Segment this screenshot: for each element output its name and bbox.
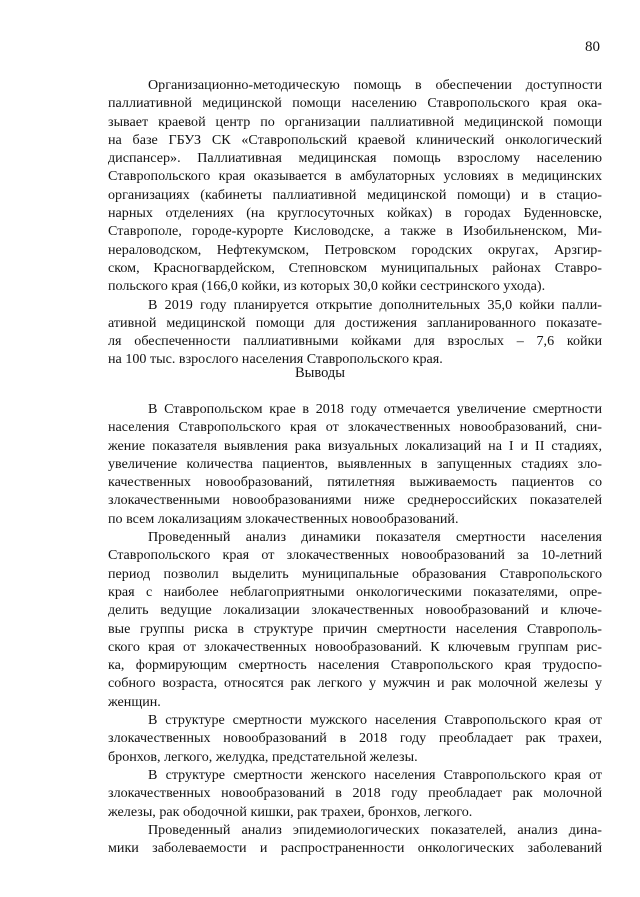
text-line: края с наиболее неблагоприятными онкологическими показателями, опре- — [108, 583, 602, 600]
text-line: населения Ставропольского края от злокачественных новообразований, сни- — [108, 419, 602, 436]
text-line: паллиативной медицинской помощи населению Ставропольского края ока- — [108, 95, 602, 112]
text-line: Проведенный анализ эпидемиологических показателей, анализ дина- — [148, 821, 602, 838]
text-line: Ставропольского края оказывается в амбулаторных условиях в медицинских — [108, 168, 602, 185]
text-line: нарных отделениях (на круглосуточных койках) в городах Буденновске, — [108, 205, 602, 222]
text-line: ка, формирующим смертность населения Ставропольского края трудоспо- — [108, 657, 602, 674]
text-line: жение показателя выявления рака визуальных локализаций на I и II стадиях, — [108, 437, 602, 454]
text-line: период позволил выделить муниципальные образования Ставропольского — [108, 565, 602, 582]
text-line: ативной медицинской помощи для достижения запланированного показате- — [108, 314, 602, 331]
text-line: железы, рак ободочной кишки, рак трахеи, бронхов, легкого. — [108, 803, 473, 820]
text-line: по всем локализациям злокачественных новообразований. — [108, 510, 459, 527]
text-line: В Ставропольском крае в 2018 году отмечается увеличение смертности — [148, 401, 602, 417]
text-line: на базе ГБУЗ СК «Ставропольский краевой клинический онкологический — [108, 131, 602, 148]
text-line: мики заболеваемости и распространенности онкологических заболеваний — [108, 840, 602, 857]
text-line: женщин. — [108, 693, 161, 710]
text-line: собного возраста, относятся рак легкого у мужчин и рак молочной железы у — [108, 675, 602, 692]
paragraph — [108, 400, 602, 528]
page-number: 80 — [585, 39, 600, 55]
text-line: ля обеспеченности паллиативными койками для взрослых – 7,6 койки — [108, 333, 602, 350]
text-line: вые группы риска в структуре причин смертности населения Ставрополь- — [108, 620, 602, 637]
text-line: нераловодском, Нефтекумском, Петровском городских округах, Арзгир- — [108, 241, 602, 258]
text-block-bottom — [108, 400, 602, 857]
text-line: делить ведущие локализации злокачественных новообразований и ключе- — [108, 602, 602, 619]
paragraph — [108, 528, 602, 711]
paragraph — [108, 766, 602, 821]
text-line: на 100 тыс. взрослого населения Ставропольского края. — [108, 351, 443, 368]
paragraph — [108, 711, 602, 766]
text-line: ском, Красногвардейском, Степновском муниципальных районах Ставро- — [108, 259, 602, 276]
text-line: качественных новообразований, пятилетняя выживаемость пациентов со — [108, 474, 602, 491]
text-line: Организационно-методическую помощь в обеспечении доступности — [148, 77, 602, 93]
text-line: ского края от злокачественных новообразований. К ключевым группам рис- — [108, 638, 602, 655]
text-line: В структуре смертности женского населения Ставропольского края от — [148, 766, 602, 783]
paragraph — [108, 821, 602, 858]
text-line: В структуре смертности мужского населения Ставропольского края от — [148, 712, 602, 729]
text-line: Проведенный анализ динамики показателя смертности населения — [148, 529, 602, 546]
text-line: злокачественных новообразований в 2018 году преобладает рак молочной — [108, 785, 602, 802]
paragraph — [108, 76, 602, 296]
text-line: бронхов, легкого, желудка, предстательной железы. — [108, 748, 418, 765]
text-line: польского края (166,0 койки, из которых 30,0 койки сестринского ухода). — [108, 278, 546, 295]
text-line: диспансер». Паллиативная медицинская помощь взрослому населению — [108, 150, 602, 167]
section-heading: Выводы — [294, 365, 346, 381]
text-line: В 2019 году планируется открытие дополнительных 35,0 койки палли- — [148, 296, 602, 313]
paragraph — [108, 296, 602, 369]
text-line: зывает краевой центр по организации паллиативной медицинской помощи — [108, 113, 602, 130]
text-line: организациях (кабинеты паллиативной медицинской помощи) и в стацио- — [108, 186, 602, 203]
text-block-top — [108, 76, 602, 369]
text-line: злокачественных новообразований в 2018 году преобладает рак трахеи, — [108, 730, 602, 747]
text-line: Ставрополе, городе-курорте Кисловодске, а также в Изобильненском, Ми- — [108, 223, 602, 240]
text-line: увеличение количества пациентов, выявленных в запущенных стадиях зло- — [108, 455, 602, 472]
text-line: Ставропольского края от злокачественных новообразований за 10-летний — [108, 547, 602, 564]
text-line: злокачественными новообразованиями ниже среднероссийских показателей — [108, 492, 602, 509]
